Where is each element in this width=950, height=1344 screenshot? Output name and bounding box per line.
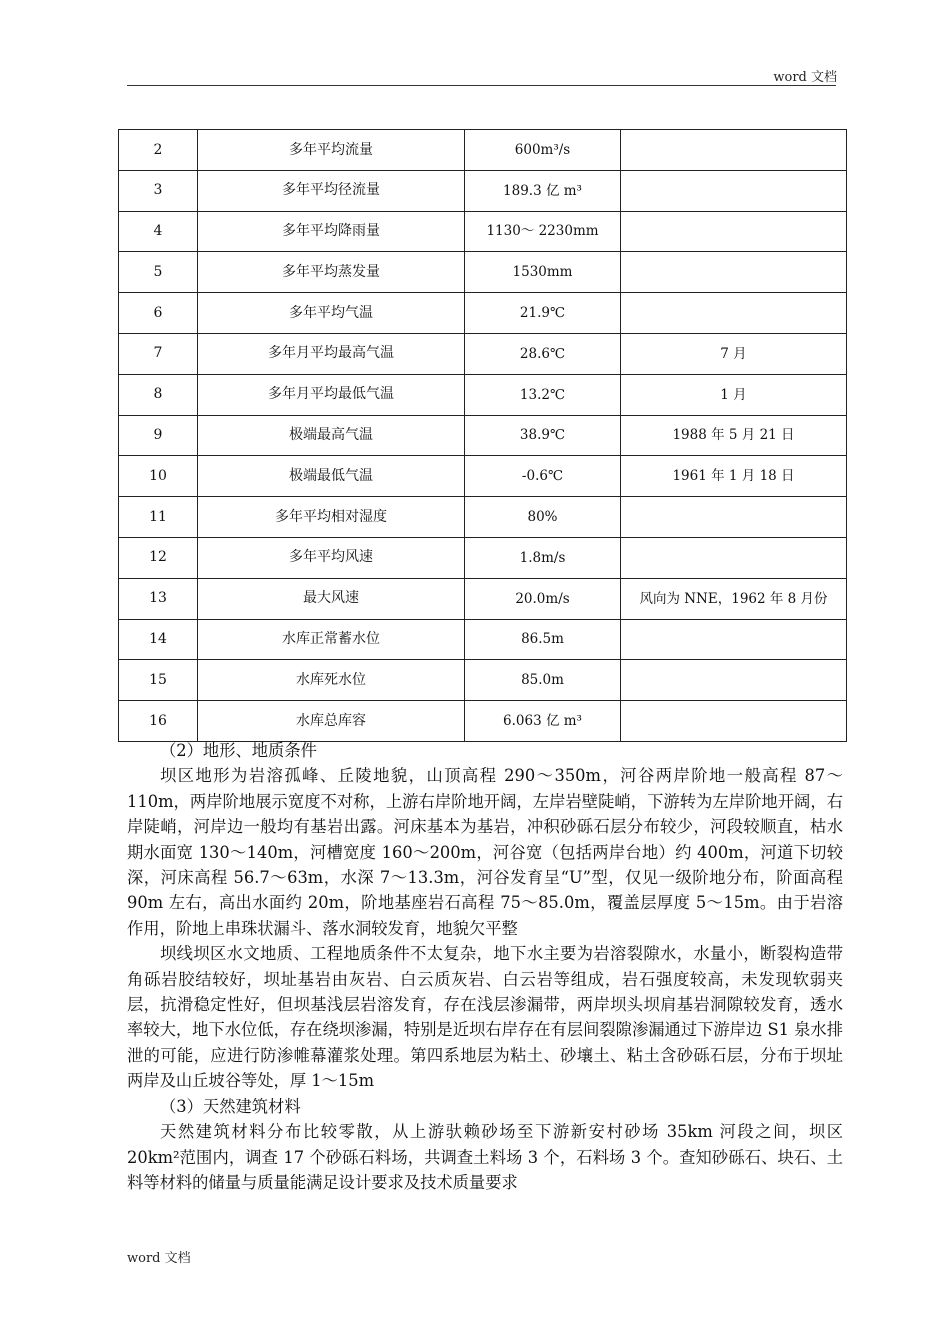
value-cell: -0.6℃ [465,456,621,497]
note-cell [621,660,847,701]
value-cell: 86.5m [465,619,621,660]
row-number-cell: 2 [119,130,198,171]
note-cell: 1 月 [621,374,847,415]
table-body [119,130,847,742]
note-cell [621,497,847,538]
item-name-cell: 水库死水位 [198,660,465,701]
value-cell: 38.9℃ [465,415,621,456]
materials-heading: （3）天然建筑材料 [160,1096,301,1116]
row-number-cell: 9 [119,415,198,456]
hydrology-table [118,129,847,742]
value-cell: 1530mm [465,252,621,293]
table-row [119,293,847,334]
value-cell: 21.9℃ [465,293,621,334]
item-name-cell: 多年平均风速 [198,537,465,578]
row-number-cell: 5 [119,252,198,293]
row-number-cell: 3 [119,170,198,211]
note-cell: 7 月 [621,333,847,374]
table-row [119,578,847,619]
row-number-cell: 6 [119,293,198,334]
table-row [119,211,847,252]
note-cell [621,701,847,742]
value-cell: 85.0m [465,660,621,701]
value-cell: 20.0m/s [465,578,621,619]
page-footer: word 文档 [127,1251,191,1266]
row-number-cell: 7 [119,333,198,374]
terrain-paragraph-1: 坝区地形为岩溶孤峰、丘陵地貌，山顶高程 290～350m，河谷两岸阶地一般高程 87～110m，两岸阶地展示宽度不对称，上游右岸阶地开阔，左岸岩壁陡峭，下游转为左岸阶地开阔，右岸陡峭，河岸边一般均有基岩出露。河床基本为基岩，冲积砂砾石层分布较少，河段较顺直，枯水期水面宽 130～140m，河槽宽度 160～200m，河谷宽（包括两岸台地）约 400m，河道下切较深，河床高程 56.7～63m，水深 7～13.3m，河谷发育呈“U”型，仅见一级阶地分布，阶面高程 90m 左右，高出水面约 20m，阶地基座岩石高程 75～85.0m，覆盖层厚度 5～15m。由于岩溶作用，阶地上串珠状漏斗、落水洞较发育，地貌欠平整 [127,766,843,938]
page-header: word 文档 [773,70,837,85]
item-name-cell: 水库正常蓄水位 [198,619,465,660]
value-cell: 13.2℃ [465,374,621,415]
body-text [127,738,843,1195]
value-cell: 80% [465,497,621,538]
table-row [119,252,847,293]
item-name-cell: 多年平均降雨量 [198,211,465,252]
terrain-paragraph-2: 坝线坝区水文地质、工程地质条件不太复杂，地下水主要为岩溶裂隙水，水量小，断裂构造带角砾岩胶结较好，坝址基岩由灰岩、白云质灰岩、白云岩等组成，岩石强度较高，未发现软弱夹层，抗滑稳定性好，但坝基浅层岩溶发育，存在浅层渗漏带，两岸坝头坝肩基岩洞隙较发育，透水率较大，地下水位低，存在绕坝渗漏，特别是近坝右岸存在有层间裂隙渗漏通过下游岸边 S1 泉水排泄的可能，应进行防渗帷幕灌浆处理。第四系地层为粘土、砂壤土、粘土含砂砾石层，分布于坝址两岸及山丘坡谷等处，厚 1～15m [127,944,843,1091]
note-cell [621,211,847,252]
value-cell: 1.8m/s [465,537,621,578]
item-name-cell: 多年平均气温 [198,293,465,334]
value-cell: 1130～ 2230mm [465,211,621,252]
table-row [119,456,847,497]
row-number-cell: 12 [119,537,198,578]
item-name-cell: 水库总库容 [198,701,465,742]
row-number-cell: 13 [119,578,198,619]
item-name-cell: 极端最低气温 [198,456,465,497]
item-name-cell: 极端最高气温 [198,415,465,456]
row-number-cell: 16 [119,701,198,742]
item-name-cell: 多年平均蒸发量 [198,252,465,293]
value-cell: 6.063 亿 m³ [465,701,621,742]
table-row [119,619,847,660]
item-name-cell: 多年平均相对湿度 [198,497,465,538]
item-name-cell: 多年月平均最高气温 [198,333,465,374]
row-number-cell: 10 [119,456,198,497]
table-row [119,660,847,701]
note-cell: 1988 年 5 月 21 日 [621,415,847,456]
value-cell: 28.6℃ [465,333,621,374]
note-cell [621,252,847,293]
note-cell [621,293,847,334]
table-row [119,701,847,742]
table-row [119,130,847,171]
item-name-cell: 最大风速 [198,578,465,619]
header-rule [127,85,836,86]
note-cell [621,130,847,171]
note-cell: 风向为 NNE，1962 年 8 月份 [621,578,847,619]
item-name-cell: 多年月平均最低气温 [198,374,465,415]
row-number-cell: 15 [119,660,198,701]
table-row [119,374,847,415]
row-number-cell: 8 [119,374,198,415]
row-number-cell: 11 [119,497,198,538]
note-cell [621,537,847,578]
table-row [119,415,847,456]
row-number-cell: 14 [119,619,198,660]
terrain-heading: （2）地形、地质条件 [160,741,317,760]
item-name-cell: 多年平均流量 [198,130,465,171]
table-row [119,537,847,578]
table-row [119,170,847,211]
note-cell [621,170,847,211]
materials-paragraph: 天然建筑材料分布比较零散，从上游驮赖砂场至下游新安村砂场 35km 河段之间，坝区 20km²范围内，调查 17 个砂砾石料场，共调查土料场 3 个，石料场 3 个。查知砂砾石、块石、土料等材料的储量与质量能满足设计要求及技术质量要求 [127,1122,843,1192]
item-name-cell: 多年平均径流量 [198,170,465,211]
note-cell [621,619,847,660]
note-cell: 1961 年 1 月 18 日 [621,456,847,497]
value-cell: 189.3 亿 m³ [465,170,621,211]
row-number-cell: 4 [119,211,198,252]
table-row [119,497,847,538]
value-cell: 600m³/s [465,130,621,171]
table-row [119,333,847,374]
